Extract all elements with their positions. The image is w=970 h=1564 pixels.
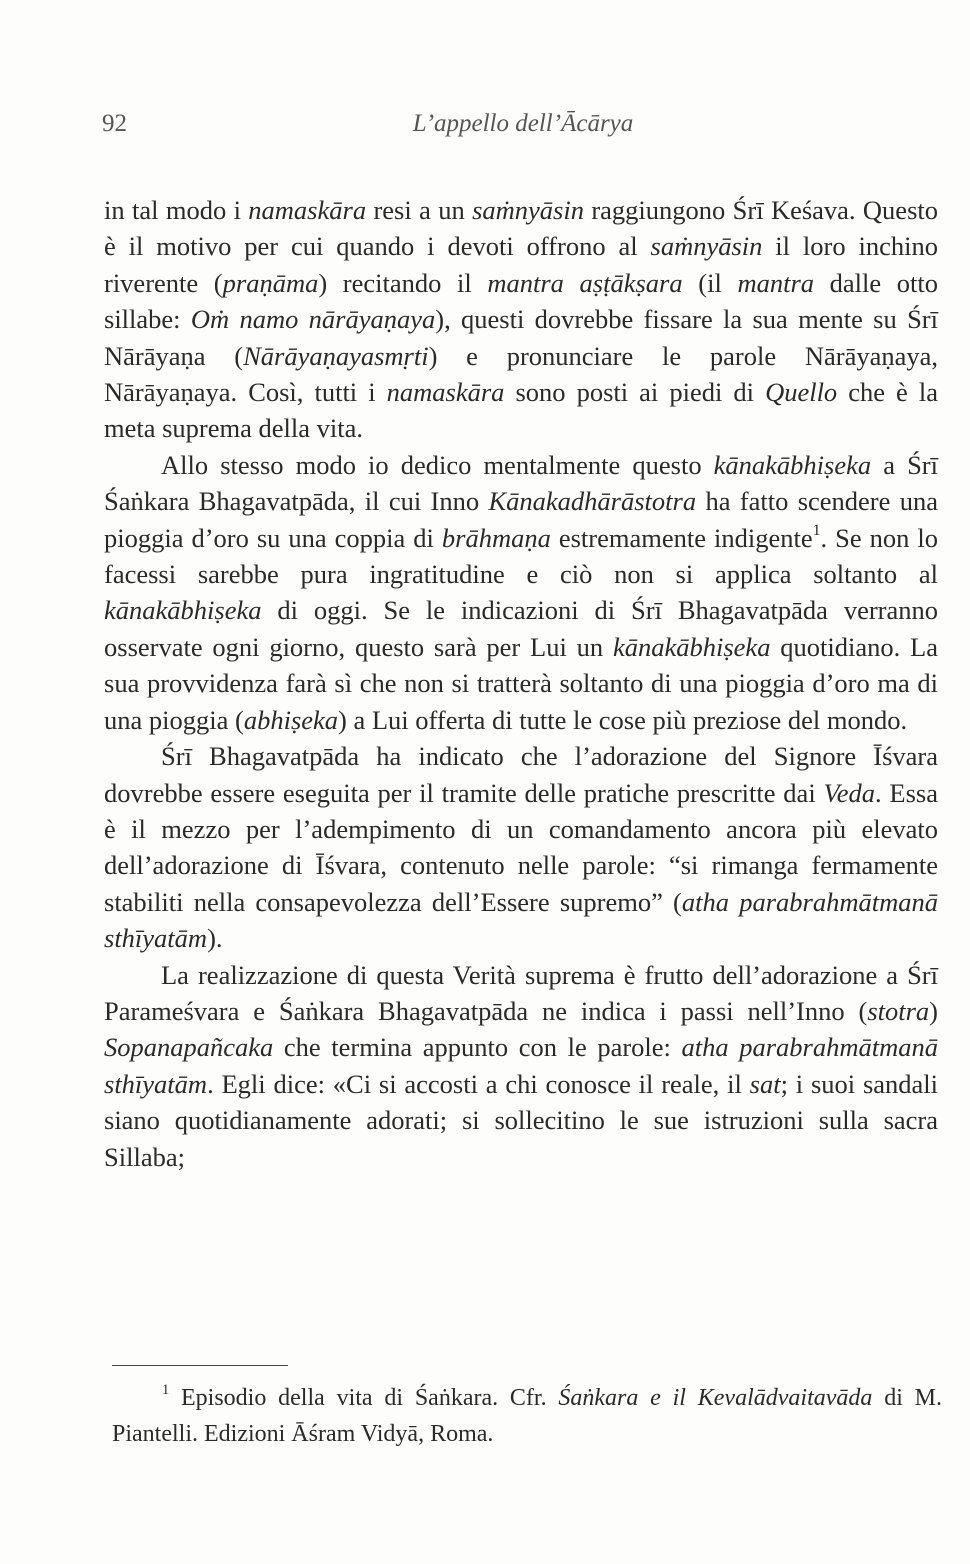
italic-term: sat: [749, 1068, 781, 1099]
italic-term: brāhmaṇa: [441, 522, 551, 553]
italic-term: atha parabrahmātmanā sthīyatām: [104, 886, 938, 954]
text-run: Allo stesso modo io dedico mentalmente questo: [161, 449, 714, 480]
italic-term: namaskāra: [386, 377, 505, 408]
text-run: Śrī Bhagavatpāda ha indicato che l’adorazione del Signore Īśvara dovrebbe essere eseguita per il tramite delle pratiche prescritte dai: [104, 741, 938, 808]
italic-term: atha parabrahmātmanā sthīyatām: [104, 1032, 938, 1099]
italic-term: Quello: [765, 377, 838, 408]
text-run: estremamente indigente: [550, 522, 813, 553]
text-run: Episodio della vita di Śaṅkara. Cfr.: [169, 1385, 559, 1411]
italic-term: saṁnyāsin: [650, 231, 763, 262]
text-run: ) e pronunciare le parole Nārāyaṇaya, Nārāyaṇaya. Così, tutti i: [104, 340, 938, 408]
text-run: . Egli dice: «Ci si accosti a chi conosce il reale, il: [207, 1068, 750, 1099]
text-run: di M. Piantelli. Edizioni Āśram Vidyā, Roma.: [112, 1385, 942, 1447]
italic-term: Sopanapañcaka: [104, 1032, 274, 1063]
text-run: . Se non lo facessi sarebbe pura ingratitudine e ciò non si applica soltanto al: [104, 522, 938, 590]
italic-term: kānakābhiṣeka: [713, 449, 872, 480]
text-run: in tal modo i: [104, 195, 249, 225]
text-run: raggiungono Śrī Keśava. Questo è il motivo per cui quando i devoti offrono al: [104, 195, 938, 262]
text-run: dalle otto sillabe:: [104, 267, 938, 335]
paragraph: [104, 738, 938, 956]
paragraph: [104, 192, 938, 447]
italic-term: kānakābhiṣeka: [612, 631, 771, 662]
italic-term: Nārāyaṇayasmṛti: [243, 340, 429, 371]
text-run: ha fatto scendere una pioggia d’oro su una coppia di: [104, 486, 938, 553]
text-run: La realizzazione di questa Verità suprema è frutto dell’adorazione a Śrī Parameśvara e Śaṅkara Bhagavatpāda ne indica i passi nell’Inno (: [104, 959, 938, 1026]
page-number: 92: [102, 110, 127, 137]
italic-term: mantra: [737, 267, 815, 298]
running-title: L’appello dell’Ācārya: [412, 110, 634, 137]
text-run: quotidiano. La sua provvidenza farà sì che non si tratterà soltanto di una pioggia d’oro ma di una pioggia (: [104, 631, 938, 735]
paragraph: [104, 447, 938, 738]
italic-term: mantra aṣṭākṣara: [487, 267, 683, 298]
italic-term: Veda: [823, 777, 875, 808]
footnote-rule: [112, 1365, 288, 1366]
italic-term: Kānakadhārāstotra: [488, 486, 697, 517]
text-run: ): [929, 995, 938, 1026]
text-run: che è la meta suprema della vita.: [104, 377, 938, 444]
text-run: resi a un: [366, 195, 473, 225]
italic-term: Oṁ namo nārāyaṇaya: [190, 304, 436, 335]
text-run: ; i suoi sandali siano quotidianamente adorati; si sollecitino le sue istruzioni sulla sacra Sillaba;: [104, 1068, 939, 1172]
paragraph: [104, 957, 938, 1175]
footnote: [112, 1380, 942, 1452]
text-run: ).: [207, 923, 223, 954]
italic-term: namaskāra: [248, 195, 367, 225]
text-run: di oggi. Se le indicazioni di Śrī Bhagavatpāda verranno osservate ogni giorno, questo sarà per Lui un: [104, 595, 938, 662]
text-run: ), questi dovrebbe fissare la sua mente su Śrī Nārāyaṇa (: [104, 304, 938, 371]
text-run: che termina appunto con le parole:: [273, 1032, 682, 1063]
text-run: (il: [682, 267, 738, 298]
italic-term: saṁnyāsin: [472, 195, 584, 225]
italic-term: stotra: [867, 995, 930, 1026]
text-run: a Śrī Śaṅkara Bhagavatpāda, il cui Inno: [104, 449, 938, 517]
footnote-marker: 1: [162, 1382, 170, 1399]
text-run: . Essa è il mezzo per l’adempimento di un comandamento ancora più elevato dell’adorazione di Īśvara, contenuto nelle parole: “si rimanga fermamente stabiliti nella consapevolezza dell’Essere supremo” (: [104, 777, 938, 917]
italic-term: kānakābhiṣeka: [104, 595, 262, 626]
text-run: ) a Lui offerta di tutte le cose più preziose del mondo.: [338, 704, 908, 735]
text-run: ) recitando il: [318, 267, 488, 298]
italic-term: praṇāma: [222, 267, 319, 298]
italic-term: abhiṣeka: [243, 704, 339, 735]
footnote-marker: 1: [812, 521, 821, 539]
text-run: sono posti ai piedi di: [504, 377, 766, 408]
body-text: [104, 192, 938, 1175]
italic-term: Śaṅkara e il Kevalādvaitavāda: [558, 1385, 873, 1411]
text-run: il loro inchino riverente (: [104, 231, 938, 298]
